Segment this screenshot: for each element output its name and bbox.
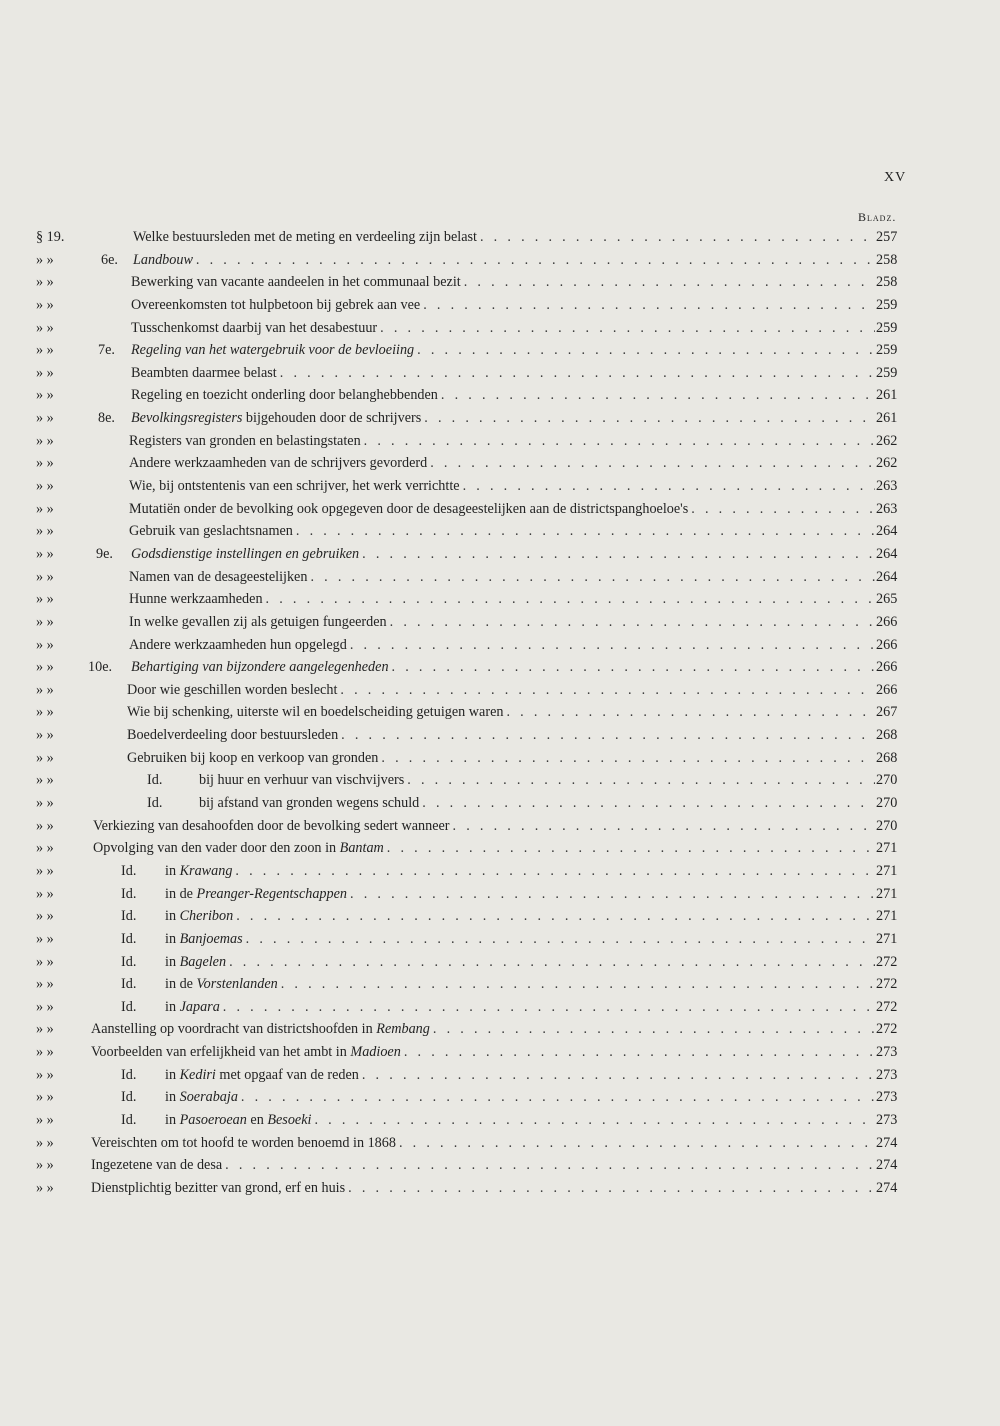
dot-leader [281, 973, 875, 996]
section-mark: » » [36, 817, 54, 834]
section-mark: » » [36, 953, 54, 970]
section-mark: » » [36, 930, 54, 947]
toc-entry [0, 475, 1000, 498]
idem-abbreviation: Id. [121, 1066, 137, 1083]
toc-entry [0, 339, 1000, 362]
idem-abbreviation: Id. [121, 1111, 137, 1128]
entry-text-with-leader [121, 1064, 878, 1087]
page-ref: 272 [876, 976, 898, 993]
entry-title: in Soerabaja [165, 1089, 238, 1106]
section-mark: » » [36, 523, 54, 540]
dot-leader [424, 407, 875, 430]
entry-title: Ingezetene van de desa [91, 1157, 223, 1174]
dot-leader [362, 543, 875, 566]
section-mark: » » [36, 659, 54, 676]
page-ref: 271 [876, 862, 898, 879]
page-ref: 274 [876, 1179, 898, 1196]
section-mark: » » [36, 727, 54, 744]
dot-leader [387, 837, 875, 860]
section-mark: » » [36, 432, 54, 449]
page-ref: 259 [876, 296, 898, 313]
page-ref: 273 [876, 1089, 898, 1106]
toc-entry [0, 679, 1000, 702]
page-ref: 266 [876, 613, 898, 630]
dot-leader [463, 475, 875, 498]
dot-leader [380, 317, 875, 340]
toc-entry [0, 452, 1000, 475]
entry-title: in de Vorstenlanden [165, 976, 278, 993]
toc-entry [0, 294, 1000, 317]
toc-entry [0, 634, 1000, 657]
section-mark: » » [36, 1089, 54, 1106]
toc-entry [0, 1086, 1000, 1109]
entry-text-with-leader [91, 1154, 878, 1177]
toc-entry [0, 588, 1000, 611]
toc-entry [0, 407, 1000, 430]
dot-leader [430, 452, 875, 475]
entry-text-with-leader [129, 566, 878, 589]
entry-title: Andere werkzaamheden van de schrijvers gevorderd [129, 455, 428, 472]
section-mark: » » [36, 1021, 54, 1038]
entry-title: Registers van gronden en belastingstaten [129, 432, 361, 449]
section-mark: » » [36, 1157, 54, 1174]
entry-title: Wie bij schenking, uiterste wil en boedelscheiding getuigen waren [127, 704, 504, 721]
page-ref: 274 [876, 1157, 898, 1174]
subsection-number: 7e. [98, 342, 115, 359]
entry-text-with-leader [131, 656, 878, 679]
entry-title: Bevolkingsregisters bijgehouden door de schrijvers [131, 410, 422, 427]
page-ref: 271 [876, 930, 898, 947]
entry-title: Bewerking van vacante aandeelen in het communaal bezit [131, 274, 461, 291]
toc-entry [0, 973, 1000, 996]
section-mark: » » [36, 1044, 54, 1061]
entry-text-with-leader [127, 724, 878, 747]
dot-leader [340, 679, 875, 702]
entry-text-with-leader [129, 588, 878, 611]
entry-text-with-leader [127, 747, 878, 770]
toc-entry [0, 1018, 1000, 1041]
entry-text-with-leader [121, 1086, 878, 1109]
toc-entry [0, 769, 1000, 792]
dot-leader [310, 566, 875, 589]
idem-abbreviation: Id. [121, 953, 137, 970]
entry-text-with-leader [127, 679, 878, 702]
entry-text-with-leader [129, 611, 878, 634]
dot-leader [404, 1041, 875, 1064]
entry-title: in de Preanger-Regentschappen [165, 885, 348, 902]
dot-leader [235, 860, 875, 883]
toc-entry [0, 883, 1000, 906]
section-mark: » » [36, 455, 54, 472]
page-ref: 262 [876, 455, 898, 472]
toc-entry [0, 1154, 1000, 1177]
page-ref: 267 [876, 704, 898, 721]
entry-text-with-leader [93, 837, 878, 860]
page-number: XV [884, 170, 907, 185]
page-ref: 264 [876, 545, 898, 562]
page-ref: 271 [876, 840, 898, 857]
dot-leader [464, 271, 875, 294]
toc-entry [0, 520, 1000, 543]
dot-leader [381, 747, 875, 770]
idem-abbreviation: Id. [121, 908, 137, 925]
dot-leader [417, 339, 875, 362]
entry-title: Gebruik van geslachtsnamen [129, 523, 293, 540]
page-ref: 261 [876, 387, 898, 404]
toc-entry [0, 701, 1000, 724]
idem-abbreviation: Id. [147, 795, 163, 812]
toc-entry [0, 792, 1000, 815]
section-mark: » » [36, 364, 54, 381]
page-ref: 263 [876, 478, 898, 495]
dot-leader [236, 905, 875, 928]
page-ref: 272 [876, 998, 898, 1015]
idem-abbreviation: Id. [121, 1089, 137, 1106]
toc-entry [0, 928, 1000, 951]
entry-text-with-leader [131, 317, 878, 340]
entry-title: in Bagelen [165, 953, 227, 970]
entry-text-with-leader [131, 407, 878, 430]
page-ref: 273 [876, 1044, 898, 1061]
dot-leader [348, 1177, 875, 1200]
dot-leader [422, 792, 875, 815]
dot-leader [364, 430, 875, 453]
entry-text-with-leader [131, 339, 878, 362]
entry-title: in Japara [165, 998, 220, 1015]
subsection-number: 9e. [96, 545, 113, 562]
dot-leader [350, 634, 875, 657]
entry-title: Aanstelling op voordracht van districtshoofden in Rembang [91, 1021, 430, 1038]
entry-text-with-leader [131, 271, 878, 294]
entry-text-with-leader [91, 1041, 878, 1064]
entry-title: in Cheribon [165, 908, 234, 925]
entry-title: Regeling van het watergebruik voor de bevloeiing [131, 342, 415, 359]
section-mark: » » [36, 545, 54, 562]
toc-entry [0, 1132, 1000, 1155]
entry-text-with-leader [127, 701, 878, 724]
dot-leader [341, 724, 875, 747]
section-mark: » » [36, 998, 54, 1015]
page-ref: 264 [876, 568, 898, 585]
entry-text-with-leader [133, 226, 878, 249]
entry-text-with-leader [121, 996, 878, 1019]
dot-leader [296, 520, 875, 543]
entry-text-with-leader [129, 430, 878, 453]
page-ref: 268 [876, 727, 898, 744]
entry-title: in Kediri met opgaaf van de reden [165, 1066, 359, 1083]
page-ref: 258 [876, 274, 898, 291]
entry-text-with-leader [129, 634, 878, 657]
toc-entry [0, 384, 1000, 407]
toc-entry [0, 362, 1000, 385]
section-mark: » » [36, 319, 54, 336]
entry-title: Andere werkzaamheden hun opgelegd [129, 636, 347, 653]
toc-entry [0, 317, 1000, 340]
entry-title: Hunne werkzaamheden [129, 591, 263, 608]
dot-leader [480, 226, 875, 249]
entry-title: Dienstplichtig bezitter van grond, erf en huis [91, 1179, 346, 1196]
idem-abbreviation: Id. [121, 885, 137, 902]
page-ref: 272 [876, 1021, 898, 1038]
toc-entry [0, 271, 1000, 294]
entry-title: Voorbeelden van erfelijkheid van het ambt in Madioen [91, 1044, 401, 1061]
page-ref: 273 [876, 1066, 898, 1083]
dot-leader [433, 1018, 875, 1041]
toc-entry [0, 543, 1000, 566]
page-ref: 268 [876, 749, 898, 766]
dot-leader [441, 384, 875, 407]
entry-text-with-leader [129, 498, 878, 521]
column-label-bladz: Bladz. [858, 210, 897, 224]
idem-abbreviation: Id. [121, 930, 137, 947]
section-mark: » » [36, 1134, 54, 1151]
page-ref: 259 [876, 319, 898, 336]
dot-leader [407, 769, 875, 792]
page-ref: 266 [876, 636, 898, 653]
entry-title: Door wie geschillen worden beslecht [127, 681, 338, 698]
table-of-contents [0, 226, 1000, 1200]
dot-leader [691, 498, 875, 521]
toc-entry [0, 430, 1000, 453]
section-mark: » » [36, 387, 54, 404]
entry-text-with-leader [131, 294, 878, 317]
toc-entry [0, 837, 1000, 860]
entry-title: Verkiezing van desahoofden door de bevolking sedert wanneer [93, 817, 450, 834]
dot-leader [223, 996, 875, 1019]
entry-text-with-leader [121, 951, 878, 974]
section-mark: » » [36, 613, 54, 630]
section-mark: » » [36, 568, 54, 585]
entry-text-with-leader [147, 792, 878, 815]
subsection-number: 10e. [88, 659, 113, 676]
section-mark: § 19. [36, 229, 65, 245]
dot-leader [229, 951, 875, 974]
toc-entry [0, 1041, 1000, 1064]
entry-title: In welke gevallen zij als getuigen fungeerden [129, 613, 387, 630]
section-mark: » » [36, 251, 54, 268]
section-mark: » » [36, 681, 54, 698]
entry-text-with-leader [121, 973, 878, 996]
toc-entry [0, 656, 1000, 679]
toc-entry [0, 815, 1000, 838]
entry-text-with-leader [121, 860, 878, 883]
section-mark: » » [36, 500, 54, 517]
section-mark: » » [36, 296, 54, 313]
page-ref: 264 [876, 523, 898, 540]
toc-entry [0, 860, 1000, 883]
entry-title: Boedelverdeeling door bestuursleden [127, 727, 339, 744]
entry-text-with-leader [121, 905, 878, 928]
entry-title: Beambten daarmee belast [131, 364, 277, 381]
toc-entry [0, 1109, 1000, 1132]
entry-title: in Pasoeroean en Besoeki [165, 1111, 312, 1128]
page-ref: 272 [876, 953, 898, 970]
page-ref: 263 [876, 500, 898, 517]
dot-leader [246, 928, 875, 951]
entry-text-with-leader [91, 1132, 878, 1155]
page-ref: 271 [876, 885, 898, 902]
entry-title: Regeling en toezicht onderling door belanghebbenden [131, 387, 438, 404]
toc-entry [0, 951, 1000, 974]
entry-text-with-leader [91, 1018, 878, 1041]
page-ref: 261 [876, 410, 898, 427]
entry-text-with-leader [133, 249, 878, 272]
page-ref: 266 [876, 681, 898, 698]
page-ref: 273 [876, 1111, 898, 1128]
toc-entry [0, 226, 1000, 249]
entry-title: Tusschenkomst daarbij van het desabestuur [131, 319, 378, 336]
dot-leader [399, 1132, 875, 1155]
entry-title: bij huur en verhuur van vischvijvers [199, 772, 405, 789]
page-ref: 259 [876, 342, 898, 359]
dot-leader [362, 1064, 875, 1087]
page-ref: 258 [876, 251, 898, 268]
page-ref: 265 [876, 591, 898, 608]
dot-leader [506, 701, 875, 724]
entry-title: Vereischten om tot hoofd te worden benoemd in 1868 [91, 1134, 396, 1151]
dot-leader [453, 815, 875, 838]
entry-title: Behartiging van bijzondere aangelegenheden [131, 659, 389, 676]
entry-text-with-leader [121, 1109, 878, 1132]
entry-title: Overeenkomsten tot hulpbetoon bij gebrek aan vee [131, 296, 421, 313]
entry-title: in Banjoemas [165, 930, 243, 947]
section-mark: » » [36, 862, 54, 879]
section-mark: » » [36, 478, 54, 495]
toc-entry [0, 498, 1000, 521]
dot-leader [392, 656, 875, 679]
idem-abbreviation: Id. [147, 772, 163, 789]
entry-text-with-leader [131, 362, 878, 385]
entry-title: Wie, bij ontstentenis van een schrijver, het werk verrichtte [129, 478, 460, 495]
entry-title: Mutatiën onder de bevolking ook opgegeven door de desageestelijken aan de districtspanghoeloe's [129, 500, 689, 517]
page-ref: 270 [876, 772, 898, 789]
section-mark: » » [36, 410, 54, 427]
page-ref: 257 [876, 229, 898, 245]
dot-leader [314, 1109, 875, 1132]
entry-text-with-leader [91, 1177, 878, 1200]
subsection-number: 6e. [101, 251, 118, 268]
entry-text-with-leader [129, 452, 878, 475]
section-mark: » » [36, 342, 54, 359]
toc-entry [0, 566, 1000, 589]
entry-title: in Krawang [165, 862, 233, 879]
dot-leader [266, 588, 875, 611]
entry-text-with-leader [131, 384, 878, 407]
entry-title: bij afstand van gronden wegens schuld [199, 795, 420, 812]
section-mark: » » [36, 704, 54, 721]
section-mark: » » [36, 1179, 54, 1196]
entry-text-with-leader [131, 543, 878, 566]
section-mark: » » [36, 636, 54, 653]
section-mark: » » [36, 772, 54, 789]
subsection-number: 8e. [98, 410, 115, 427]
page-ref: 259 [876, 364, 898, 381]
entry-text-with-leader [129, 520, 878, 543]
page-ref: 266 [876, 659, 898, 676]
page-ref: 270 [876, 817, 898, 834]
dot-leader [350, 883, 875, 906]
entry-title: Landbouw [133, 251, 193, 268]
section-mark: » » [36, 795, 54, 812]
toc-entry [0, 724, 1000, 747]
entry-title: Namen van de desageestelijken [129, 568, 308, 585]
entry-title: Welke bestuursleden met de meting en verdeeling zijn belast [133, 229, 477, 245]
entry-text-with-leader [129, 475, 878, 498]
idem-abbreviation: Id. [121, 862, 137, 879]
section-mark: » » [36, 1066, 54, 1083]
dot-leader [423, 294, 875, 317]
idem-abbreviation: Id. [121, 998, 137, 1015]
entry-title: Gebruiken bij koop en verkoop van gronden [127, 749, 379, 766]
dot-leader [196, 249, 875, 272]
section-mark: » » [36, 840, 54, 857]
section-mark: » » [36, 976, 54, 993]
toc-entry [0, 611, 1000, 634]
section-mark: » » [36, 885, 54, 902]
entry-text-with-leader [93, 815, 878, 838]
toc-entry [0, 996, 1000, 1019]
toc-entry [0, 1064, 1000, 1087]
dot-leader [225, 1154, 875, 1177]
toc-entry [0, 747, 1000, 770]
page-ref: 274 [876, 1134, 898, 1151]
dot-leader [241, 1086, 875, 1109]
toc-entry [0, 1177, 1000, 1200]
page-ref: 270 [876, 795, 898, 812]
page-ref: 271 [876, 908, 898, 925]
toc-entry [0, 249, 1000, 272]
entry-text-with-leader [147, 769, 878, 792]
section-mark: » » [36, 274, 54, 291]
dot-leader [280, 362, 875, 385]
entry-text-with-leader [121, 883, 878, 906]
entry-title: Opvolging van den vader door den zoon in Bantam [93, 840, 384, 857]
section-mark: » » [36, 1111, 54, 1128]
idem-abbreviation: Id. [121, 976, 137, 993]
entry-title: Godsdienstige instellingen en gebruiken [131, 545, 360, 562]
toc-entry [0, 905, 1000, 928]
section-mark: » » [36, 908, 54, 925]
section-mark: » » [36, 591, 54, 608]
entry-text-with-leader [121, 928, 878, 951]
page-ref: 262 [876, 432, 898, 449]
section-mark: » » [36, 749, 54, 766]
dot-leader [390, 611, 875, 634]
